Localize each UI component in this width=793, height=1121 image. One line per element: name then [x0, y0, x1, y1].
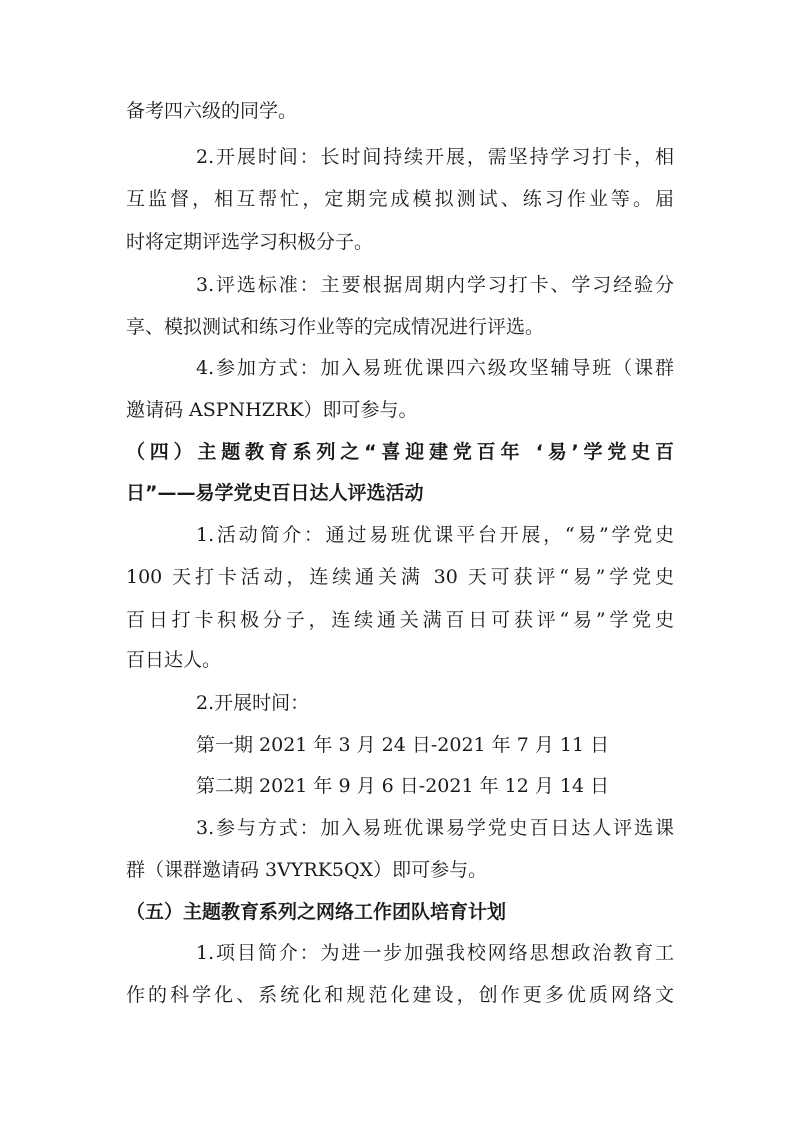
section-heading-5: （五）主题教育系列之网络工作团队培育计划: [126, 901, 507, 923]
paragraph-line: 3.参与方式：加入易班优课易学党史百日达人评选课: [196, 817, 674, 839]
paragraph-line: 2.开展时间：长时间持续开展，需坚持学习打卡，相: [196, 146, 674, 168]
paragraph-line: 时将定期评选学习积极分子。: [126, 231, 374, 253]
section-heading-4-line1: （四）主题教育系列之“喜迎建党百年 ‘易’学党史百: [126, 441, 674, 463]
paragraph-line: 邀请码 ASPNHZRK）即可参与。: [126, 399, 418, 421]
paragraph-line: 百日打卡积极分子，连续通关满百日可获评“易”学党史: [126, 609, 674, 631]
paragraph-line: 100 天打卡活动，连续通关满 30 天可获评“易”学党史: [126, 566, 674, 588]
paragraph-line: 群（课群邀请码 3VYRK5QX）即可参与。: [126, 859, 488, 881]
paragraph-line: 互监督，相互帮忙，定期完成模拟测试、练习作业等。届: [126, 188, 674, 210]
schedule-period-1: 第一期 2021 年 3 月 24 日-2021 年 7 月 11 日: [196, 734, 610, 756]
section-heading-4-line2: 日”——易学党史百日达人评选活动: [126, 482, 424, 504]
schedule-period-2: 第二期 2021 年 9 月 6 日-2021 年 12 月 14 日: [196, 775, 610, 797]
paragraph-line: 1.项目简介：为进一步加强我校网络思想政治教育工: [196, 942, 674, 964]
paragraph-line: 百日达人。: [126, 649, 222, 671]
paragraph-line: 享、模拟测试和练习作业等的完成情况进行评选。: [126, 316, 545, 338]
paragraph-line: 3.评选标准：主要根据周期内学习打卡、学习经验分: [196, 274, 674, 296]
paragraph-line: 作的科学化、系统化和规范化建设，创作更多优质网络文: [126, 984, 674, 1006]
paragraph-line: 1.活动简介：通过易班优课平台开展，“易”学党史: [196, 524, 674, 546]
paragraph-line: 4.参加方式：加入易班优课四六级攻坚辅导班（课群: [196, 357, 674, 379]
paragraph-line: 2.开展时间：: [196, 692, 310, 714]
paragraph-line: 备考四六级的同学。: [126, 100, 298, 122]
